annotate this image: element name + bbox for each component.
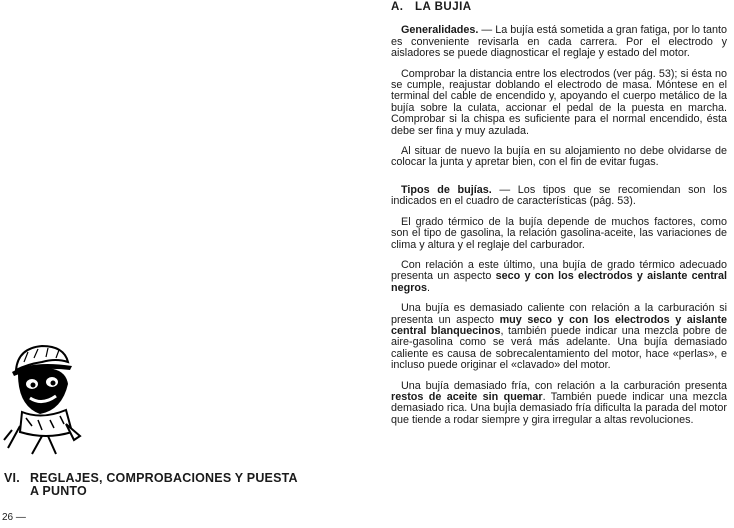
chapter-title-line1: REGLAJES, COMPROBACIONES Y PUESTA	[30, 471, 298, 485]
paragraph-generalidades	[391, 25, 727, 59]
chapter-title-line2: A PUNTO	[30, 484, 87, 498]
paragraph-text: . También puede indicar una mezcla demasiado rica. Una bujía demasiado fría dificulta la parada del motor que tiende a rodar siempre y gira irregular a altas revoluciones.	[391, 390, 727, 426]
paragraph: Al situar de nuevo la bujía en su alojamiento no debe olvidarse de colocar la junta y apretar bien, con el fin de evitar fugas.	[391, 145, 727, 169]
chapter-heading	[4, 472, 304, 498]
paragraph	[391, 381, 727, 427]
lead-tipos: Tipos de bujías.	[401, 183, 492, 196]
paragraph-text: .	[427, 281, 430, 294]
page-number: 26 —	[2, 512, 26, 523]
paragraph-text: Una bujía demasiado fría, con relación a la carburación presenta	[401, 379, 727, 392]
section-heading	[391, 2, 727, 13]
paragraph: El grado térmico de la bujía depende de muchos factores, como son el tipo de gasolina, la relación gasolina-aceite, las variaciones de clima y altura y el reglaje del carburador.	[391, 215, 727, 251]
right-column	[391, 2, 727, 435]
paragraph	[391, 303, 727, 371]
chapter-number: VI.	[4, 471, 20, 485]
mechanic-mascot-illustration	[2, 340, 84, 456]
paragraph-text: , también puede indicar una mezcla pobre de aire-gasolina como se verá más adelante. Una bujía demasiado caliente es causa de sobrecalentamiento del motor, hace «perlas», e incluso puede originar el «clavado» del motor.	[391, 324, 728, 372]
paragraph	[391, 260, 727, 294]
emphasis: restos de aceite sin quemar	[391, 390, 543, 403]
section-letter: A.	[391, 1, 404, 13]
paragraph-text: — La bujía está sometida a gran fatiga, por lo tanto es conveniente revisarla en cada carrera. Por el electrodo y aisladores se puede diagnosticar el reglaje y estado del motor.	[391, 24, 727, 60]
emphasis: muy seco y con los electrodos y aislante central blanquecinos	[391, 313, 727, 337]
paragraph: Comprobar la distancia entre los electrodos (ver pág. 53); si ésta no se cumple, reajustar doblando el electrodo de masa. Móntese en el terminal del cable de encendido y, apoyando el cuerpo metálico de la bujía sobre la culata, accionar el pedal de la puesta en marcha. Comprobar si la chispa es suficiente para el normal encendido, ésta debe ser fina y muy azulada.	[391, 67, 727, 137]
paragraph-text: Con relación a este último, una bujía de grado térmico adecuado presenta un aspecto	[391, 258, 727, 283]
emphasis: seco y con los electrodos y aislante central negros	[391, 270, 727, 294]
paragraph-text: — Los tipos que se recomiendan son los indicados en el cuadro de características (pág. 53).	[391, 183, 727, 208]
paragraph-text: Una bujía es demasiado caliente con relación a la carburación si presenta un aspecto	[391, 302, 727, 326]
section-title: LA BUJIA	[415, 1, 472, 13]
paragraph-tipos	[391, 185, 727, 208]
lead-generalidades: Generalidades.	[401, 24, 479, 37]
